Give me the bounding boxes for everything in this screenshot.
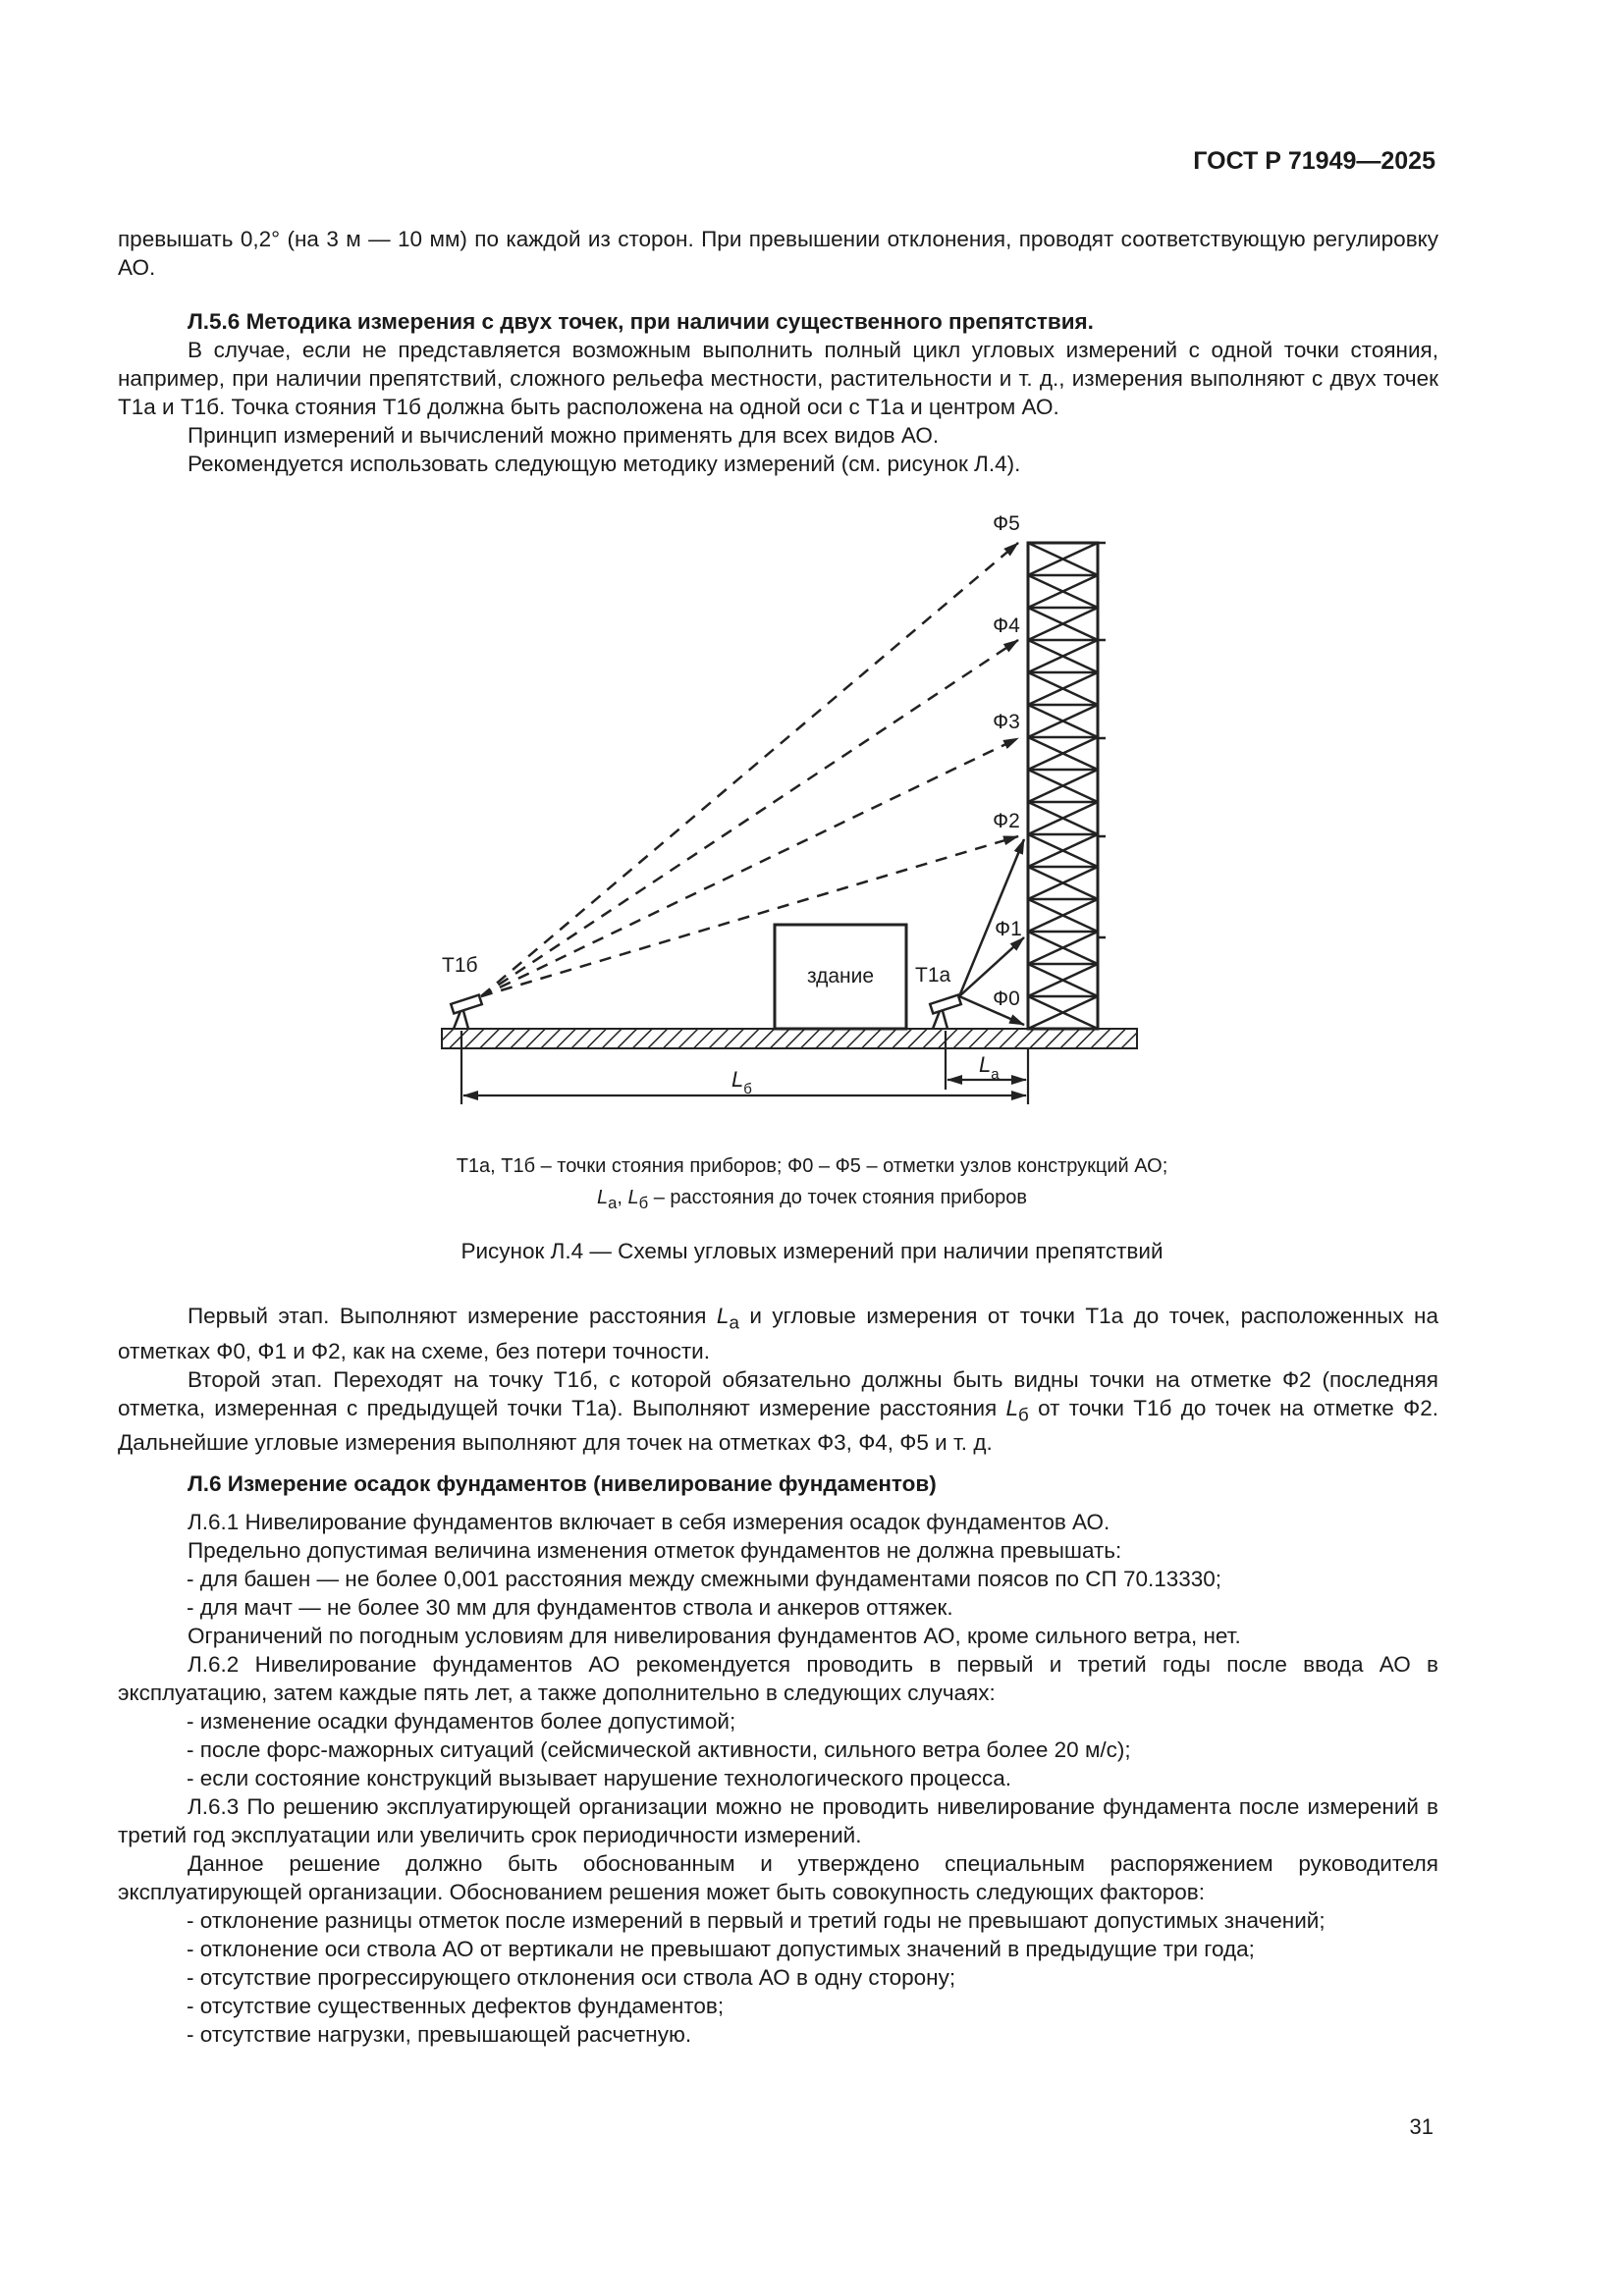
- figure-caption: Рисунок Л.4 — Схемы угловых измерений при наличии препятствий: [460, 1239, 1164, 1263]
- paragraph: Ограничений по погодным условиям для нивелирования фундаментов АО, кроме сильного ветра, нет.: [188, 1624, 1241, 1648]
- dimension-lb: $L_б$: [731, 1067, 752, 1097]
- list-item: - для башен — не более 0,001 расстояния между смежными фундаментами поясов по СП 70.13330;: [187, 1567, 1222, 1591]
- stages-block: [118, 1302, 1438, 1457]
- paragraph: В случае, если не представляется возможным выполнить полный цикл угловых измерений с одной точки стояния, например, при наличии препятствий, сложного рельефа местности, растительности и т. д., измерения выполняют с двух точек Т1а и Т1б. Точка стояния Т1б должна быть расположена на одной оси с Т1а и центром АО.: [118, 338, 1438, 419]
- label-t1a: Т1а: [915, 964, 951, 987]
- instrument-t1b-icon: [451, 995, 482, 1029]
- label-f1: Ф1: [995, 918, 1022, 940]
- paragraph: Л.6.1 Нивелирование фундаментов включает в себя измерения осадок фундаментов АО.: [188, 1510, 1110, 1534]
- list-item: - для мачт — не более 30 мм для фундаментов ствола и анкеров оттяжек.: [187, 1595, 953, 1620]
- paragraph: Л.6.2 Нивелирование фундаментов АО рекомендуется проводить в первый и третий годы после ввода АО в эксплуатацию, затем каждые пять лет, а также дополнительно в следующих случаях:: [118, 1652, 1438, 1705]
- ground-hatched: [442, 1029, 1137, 1048]
- tower-lattice: [1028, 543, 1106, 1029]
- paragraph: Рекомендуется использовать следующую методику измерений (см. рисунок Л.4).: [188, 452, 1021, 476]
- page-number: 31: [1409, 2114, 1434, 2139]
- continued-paragraph: превышать 0,2° (на 3 м — 10 мм) по каждой из сторон. При превышении отклонения, проводят соответствующую регулировку АО.: [118, 227, 1438, 280]
- label-f0: Ф0: [993, 988, 1020, 1010]
- label-t1b: Т1б: [442, 954, 478, 977]
- list-item: - если состояние конструкций вызывает нарушение технологического процесса.: [187, 1766, 1012, 1790]
- label-f4: Ф4: [993, 614, 1020, 637]
- label-f5: Ф5: [993, 512, 1020, 535]
- building-label: здание: [806, 965, 875, 988]
- stage-1-paragraph: Первый этап. Выполняют измерение расстояния $L_а$ и угловые измерения от точки Т1а до точек, расположенных на отметках Ф0, Ф1 и Ф2, как на схеме, без потери точности.: [118, 1304, 1438, 1363]
- sight-lines-t1b: [481, 543, 1018, 996]
- list-item: - после форс-мажорных ситуаций (сейсмической активности, сильного ветра более 20 м/с);: [187, 1737, 1131, 1762]
- figure-legend-line-1: Т1а, Т1б – точки стояния приборов; Ф0 – Ф5 – отметки узлов конструкций АО;: [456, 1155, 1168, 1177]
- paragraph: Данное решение должно быть обоснованным и утверждено специальным распоряжением руководителя эксплуатирующей организации. Обоснованием решения может быть совокупность следующих факторов:: [118, 1851, 1438, 1904]
- instrument-t1a-icon: [930, 995, 961, 1029]
- list-item: - отклонение оси ствола АО от вертикали не превышают допустимых значений в предыдущие три года;: [187, 1937, 1255, 1961]
- list-item: - изменение осадки фундаментов более допустимой;: [187, 1709, 736, 1734]
- paragraph: Предельно допустимая величина изменения отметок фундаментов не должна превышать:: [188, 1538, 1122, 1563]
- section-l56-heading: Л.5.6 Методика измерения с двух точек, при наличии существенного препятствия.: [188, 309, 1094, 334]
- section-l6-heading: Л.6 Измерение осадок фундаментов (нивелирование фундаментов): [188, 1471, 937, 1496]
- list-item: - отсутствие прогрессирующего отклонения оси ствола АО в одну сторону;: [187, 1965, 956, 1990]
- list-item: - отсутствие нагрузки, превышающей расчетную.: [187, 2022, 692, 2047]
- document-header: ГОСТ Р 71949—2025: [1193, 147, 1435, 175]
- figure-legend-line-2: $L_а$, $L_б$ – расстояния до точек стояния приборов: [596, 1187, 1028, 1212]
- dimension-la: $L_а$: [979, 1052, 1000, 1083]
- label-f3: Ф3: [993, 711, 1020, 733]
- stage-2-paragraph: Второй этап. Переходят на точку Т1б, с которой обязательно должны быть видны точки на отметке Ф2 (последняя отметка, измеренная с предыдущей точки Т1а). Выполняют измерение расстояния $L_б$ от точки Т1б до точек на отметке Ф2. Дальнейшие угловые измерения выполняют для точек на отметках Ф3, Ф4, Ф5 и т. д.: [118, 1366, 1438, 1455]
- list-item: - отклонение разницы отметок после измерений в первый и третий годы не превышают допустимых значений;: [187, 1908, 1326, 1933]
- paragraph: Л.6.3 По решению эксплуатирующей организации можно не проводить нивелирование фундамента после измерений в третий год эксплуатации или увеличить срок периодичности измерений.: [118, 1794, 1438, 1847]
- label-f2: Ф2: [993, 810, 1020, 832]
- list-item: - отсутствие существенных дефектов фундаментов;: [187, 1994, 725, 2018]
- paragraph: Принцип измерений и вычислений можно применять для всех видов АО.: [188, 423, 940, 448]
- section-l6: [118, 1469, 1438, 2049]
